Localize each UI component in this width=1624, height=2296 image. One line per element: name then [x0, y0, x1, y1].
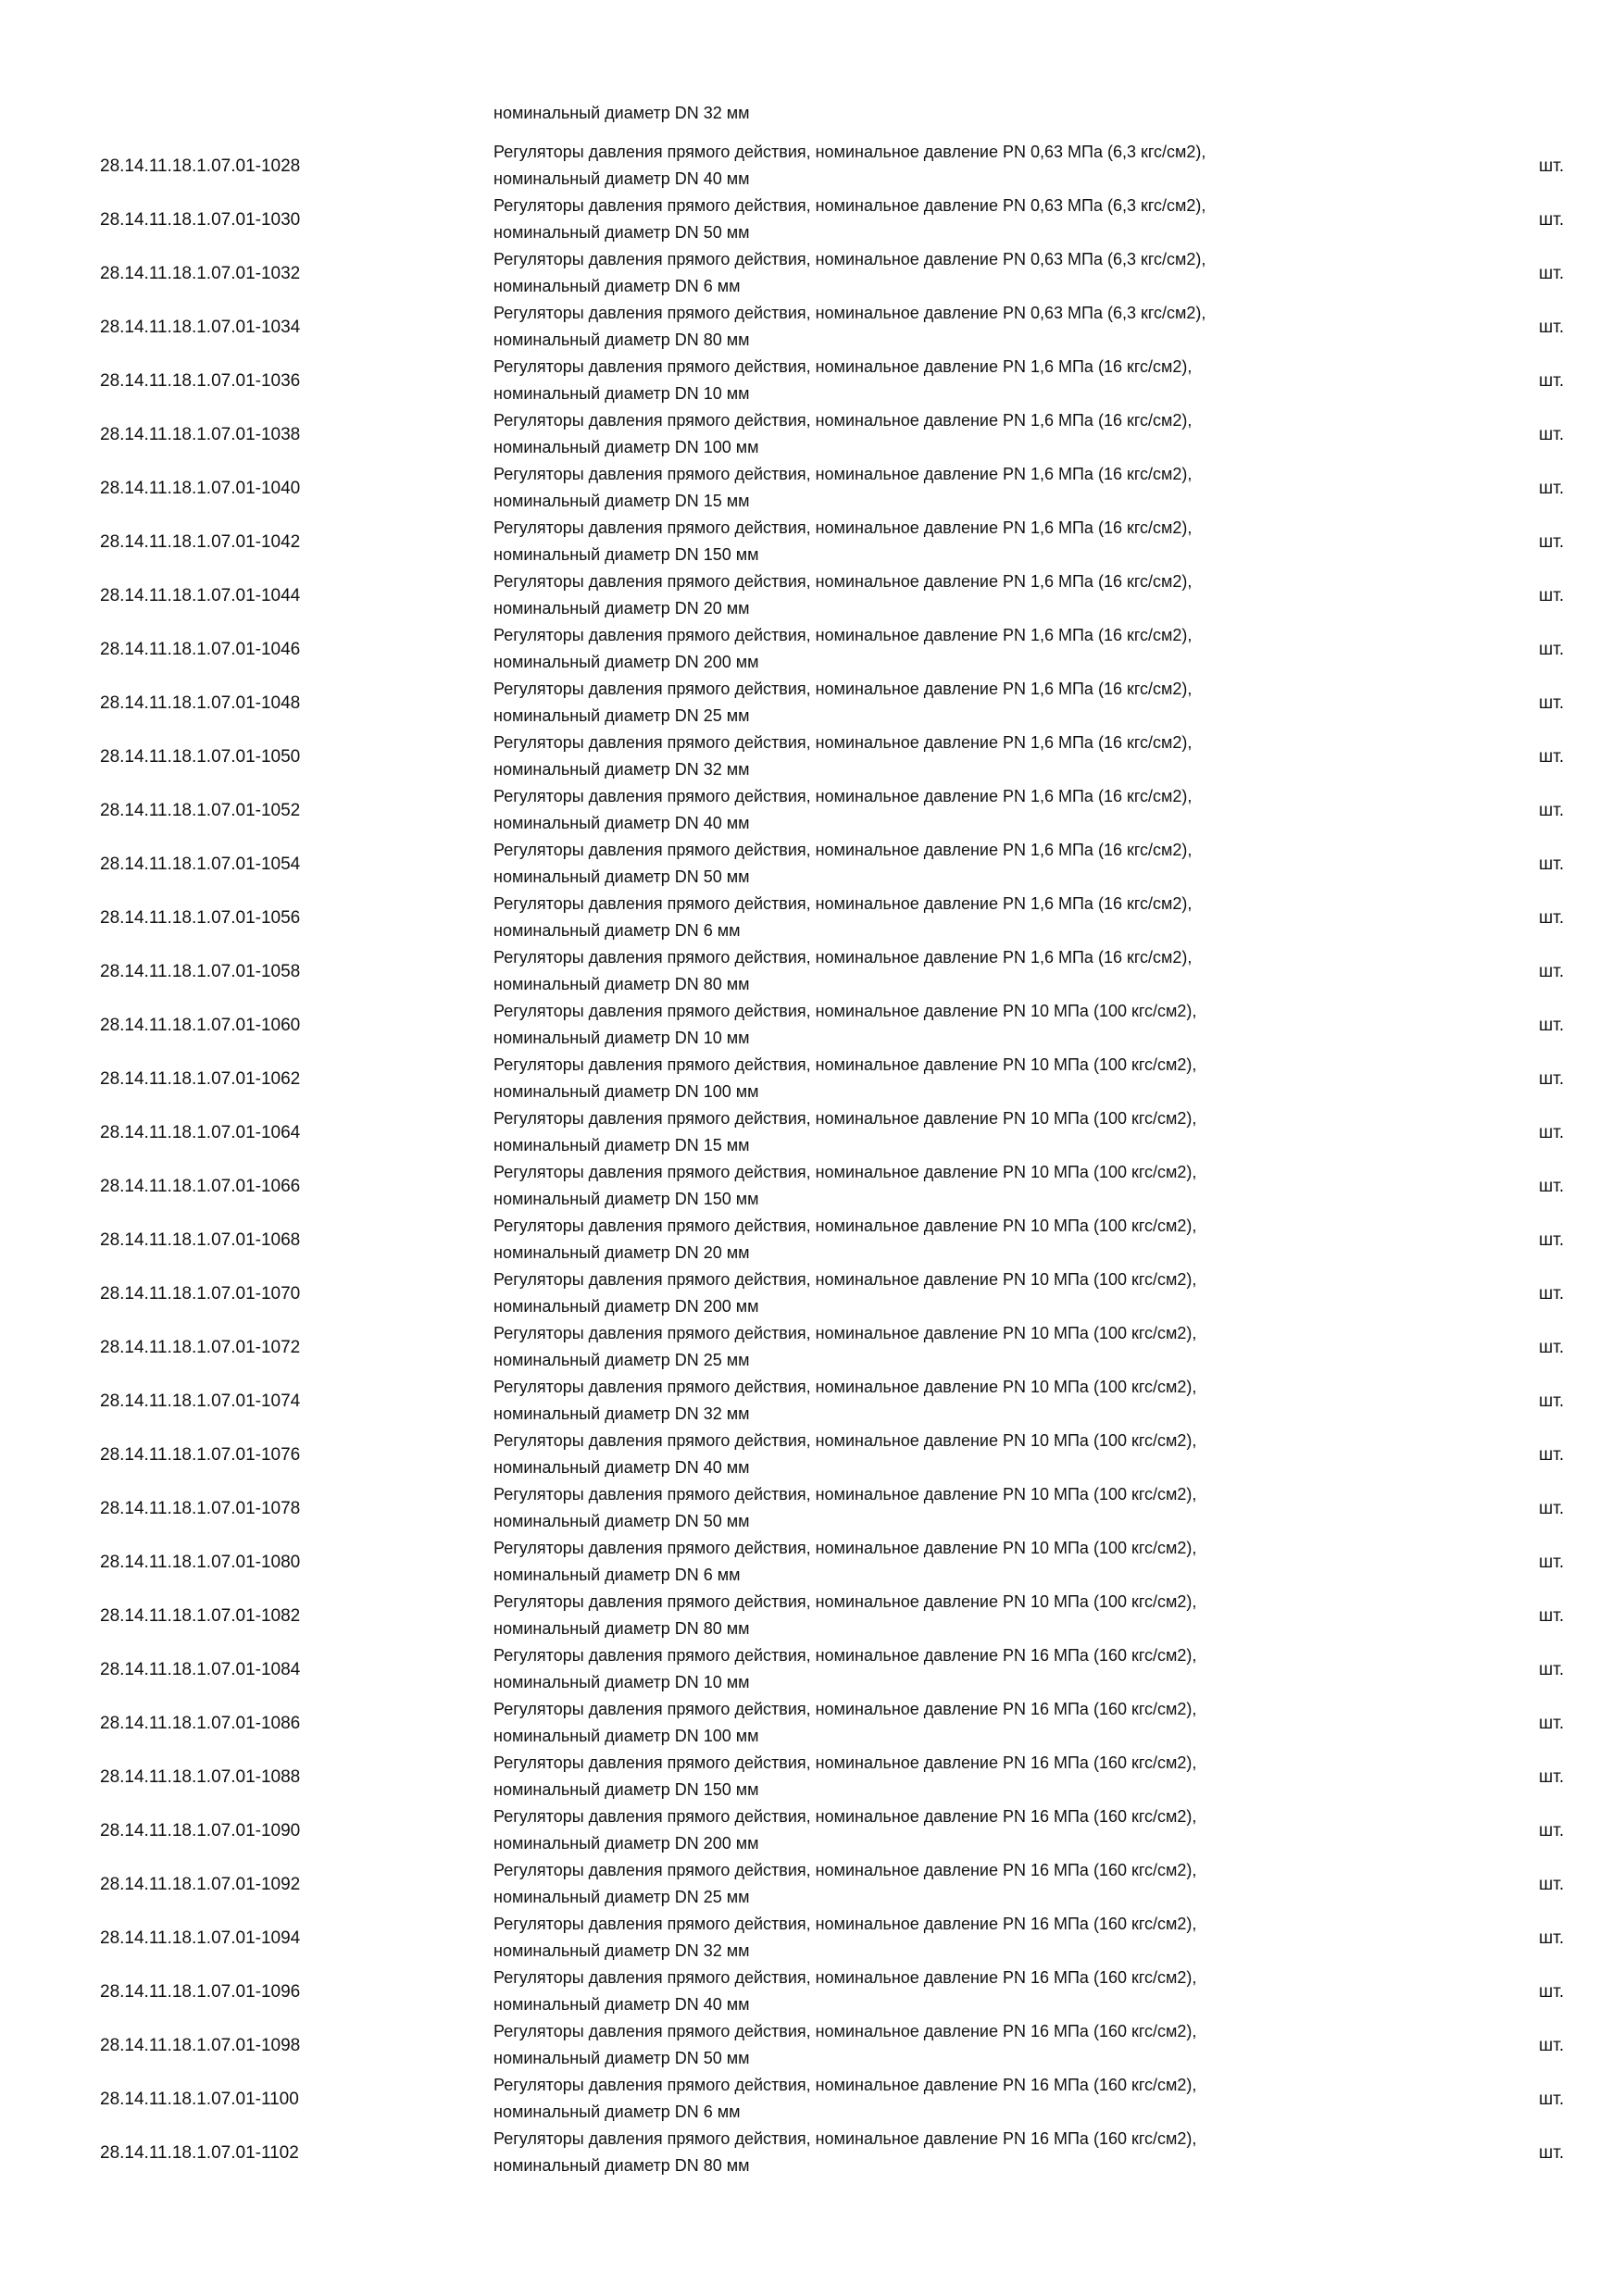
description-line-1: Регуляторы давления прямого действия, номинальное давление PN 16 МПа (160 кгс/см2),: [493, 2076, 1197, 2094]
resource-code: 28.14.11.18.1.07.01-1088: [100, 1767, 301, 1787]
description-line-2: номинальный диаметр DN 20 мм: [493, 599, 750, 618]
resource-description: [493, 1965, 1419, 2018]
resource-code: 28.14.11.18.1.07.01-1094: [100, 1928, 301, 1948]
table-row: [0, 1911, 1624, 1965]
table-row: [0, 1803, 1624, 1857]
table-row: [0, 1105, 1624, 1159]
description-line-2: номинальный диаметр DN 15 мм: [493, 1136, 750, 1154]
description-line-2: номинальный диаметр DN 150 мм: [493, 1780, 759, 1799]
description-line-2: номинальный диаметр DN 50 мм: [493, 867, 750, 886]
resource-description: [493, 1535, 1419, 1589]
resource-description: [493, 891, 1419, 944]
unit-of-measure: шт.: [1539, 1123, 1565, 1142]
resource-code: 28.14.11.18.1.07.01-1076: [100, 1445, 301, 1465]
unit-of-measure: шт.: [1539, 1875, 1565, 1894]
unit-of-measure: шт.: [1539, 1821, 1565, 1841]
description-line-1: Регуляторы давления прямого действия, номинальное давление PN 10 МПа (100 кгс/см2),: [493, 1485, 1197, 1504]
unit-of-measure: шт.: [1539, 693, 1565, 713]
resource-description: [493, 1159, 1419, 1213]
unit-of-measure: шт.: [1539, 1714, 1565, 1733]
description-line-1: Регуляторы давления прямого действия, номинальное давление PN 10 МПа (100 кгс/см2),: [493, 1055, 1197, 1074]
resource-description: [493, 246, 1419, 300]
description-line-2: номинальный диаметр DN 80 мм: [493, 1619, 750, 1638]
resource-description: [493, 730, 1419, 783]
description-line-1: Регуляторы давления прямого действия, номинальное давление PN 16 МПа (160 кгс/см2),: [493, 1915, 1197, 1933]
unit-of-measure: шт.: [1539, 532, 1565, 552]
table-row: [0, 837, 1624, 891]
description-line-1: Регуляторы давления прямого действия, номинальное давление PN 10 МПа (100 кгс/см2),: [493, 1163, 1197, 1181]
resource-code: 28.14.11.18.1.07.01-1096: [100, 1982, 301, 2002]
price-list-table: [0, 139, 1624, 2179]
table-row: [0, 676, 1624, 730]
resource-description: [493, 2126, 1419, 2179]
table-row: [0, 998, 1624, 1052]
resource-code: 28.14.11.18.1.07.01-1048: [100, 693, 301, 713]
table-row: [0, 1213, 1624, 1267]
description-line-1: Регуляторы давления прямого действия, номинальное давление PN 16 МПа (160 кгс/см2),: [493, 1646, 1197, 1665]
description-line-2: номинальный диаметр DN 200 мм: [493, 653, 759, 671]
resource-description: [493, 193, 1419, 246]
description-line-1: Регуляторы давления прямого действия, номинальное давление PN 10 МПа (100 кгс/см2),: [493, 1592, 1197, 1611]
resource-description: [493, 783, 1419, 837]
description-line-1: Регуляторы давления прямого действия, номинальное давление PN 10 МПа (100 кгс/см2),: [493, 1378, 1197, 1396]
resource-code: 28.14.11.18.1.07.01-1070: [100, 1284, 301, 1304]
unit-of-measure: шт.: [1539, 2143, 1565, 2163]
description-line-2: номинальный диаметр DN 25 мм: [493, 706, 750, 725]
table-row: [0, 1857, 1624, 1911]
resource-code: 28.14.11.18.1.07.01-1090: [100, 1821, 301, 1841]
resource-description: [493, 568, 1419, 622]
unit-of-measure: шт.: [1539, 1660, 1565, 1679]
description-line-1: Регуляторы давления прямого действия, номинальное давление PN 10 МПа (100 кгс/см2),: [493, 1109, 1197, 1128]
description-line-1: Регуляторы давления прямого действия, номинальное давление PN 0,63 МПа (6,3 кгс/см2),: [493, 143, 1206, 161]
resource-code: 28.14.11.18.1.07.01-1034: [100, 318, 301, 337]
table-row: [0, 193, 1624, 246]
resource-code: 28.14.11.18.1.07.01-1062: [100, 1069, 301, 1089]
resource-description: [493, 515, 1419, 568]
table-row: [0, 461, 1624, 515]
description-line-2: номинальный диаметр DN 40 мм: [493, 1995, 750, 2014]
description-line-2: номинальный диаметр DN 50 мм: [493, 223, 750, 242]
description-line-1: Регуляторы давления прямого действия, номинальное давление PN 1,6 МПа (16 кгс/см2),: [493, 572, 1193, 591]
description-line-2: номинальный диаметр DN 6 мм: [493, 921, 741, 940]
resource-code: 28.14.11.18.1.07.01-1068: [100, 1230, 301, 1250]
unit-of-measure: шт.: [1539, 1499, 1565, 1518]
unit-of-measure: шт.: [1539, 1982, 1565, 2002]
table-row: [0, 515, 1624, 568]
description-line-1: Регуляторы давления прямого действия, номинальное давление PN 16 МПа (160 кгс/см2),: [493, 1700, 1197, 1718]
resource-description: [493, 1320, 1419, 1374]
resource-code: 28.14.11.18.1.07.01-1054: [100, 855, 301, 874]
resource-code: 28.14.11.18.1.07.01-1046: [100, 640, 301, 659]
table-row: [0, 1052, 1624, 1105]
table-row: [0, 944, 1624, 998]
description-line-2: номинальный диаметр DN 40 мм: [493, 169, 750, 188]
description-line-2: номинальный диаметр DN 20 мм: [493, 1243, 750, 1262]
resource-code: 28.14.11.18.1.07.01-1078: [100, 1499, 301, 1518]
description-line-2: номинальный диаметр DN 200 мм: [493, 1297, 759, 1316]
description-line-1: Регуляторы давления прямого действия, номинальное давление PN 1,6 МПа (16 кгс/см2),: [493, 733, 1193, 752]
unit-of-measure: шт.: [1539, 210, 1565, 230]
description-line-2: номинальный диаметр DN 25 мм: [493, 1351, 750, 1369]
description-line-2: номинальный диаметр DN 80 мм: [493, 975, 750, 993]
table-row: [0, 139, 1624, 193]
resource-code: 28.14.11.18.1.07.01-1082: [100, 1606, 301, 1626]
resource-description: [493, 622, 1419, 676]
unit-of-measure: шт.: [1539, 747, 1565, 767]
table-row: [0, 1267, 1624, 1320]
resource-description: [493, 1428, 1419, 1481]
unit-of-measure: шт.: [1539, 586, 1565, 605]
unit-of-measure: шт.: [1539, 425, 1565, 444]
description-line-1: Регуляторы давления прямого действия, номинальное давление PN 0,63 МПа (6,3 кгс/см2),: [493, 196, 1206, 215]
unit-of-measure: шт.: [1539, 1391, 1565, 1411]
description-line-1: Регуляторы давления прямого действия, номинальное давление PN 1,6 МПа (16 кгс/см2),: [493, 680, 1193, 698]
description-line-2: номинальный диаметр DN 150 мм: [493, 1190, 759, 1208]
resource-description: [493, 1105, 1419, 1159]
description-line-2: номинальный диаметр DN 150 мм: [493, 545, 759, 564]
unit-of-measure: шт.: [1539, 1338, 1565, 1357]
resource-description: [493, 1750, 1419, 1803]
resource-description: [493, 998, 1419, 1052]
description-line-2: номинальный диаметр DN 100 мм: [493, 1082, 759, 1101]
table-row: [0, 1535, 1624, 1589]
table-row: [0, 1642, 1624, 1696]
unit-of-measure: шт.: [1539, 855, 1565, 874]
unit-of-measure: шт.: [1539, 264, 1565, 283]
table-row: [0, 407, 1624, 461]
resource-code: 28.14.11.18.1.07.01-1052: [100, 801, 301, 820]
description-line-1: Регуляторы давления прямого действия, номинальное давление PN 1,6 МПа (16 кгс/см2),: [493, 465, 1193, 483]
resource-code: 28.14.11.18.1.07.01-1056: [100, 908, 301, 928]
resource-description: [493, 2072, 1419, 2126]
resource-code: 28.14.11.18.1.07.01-1028: [100, 156, 301, 176]
table-row: [0, 1696, 1624, 1750]
description-line-2: номинальный диаметр DN 6 мм: [493, 1566, 741, 1584]
resource-code: 28.14.11.18.1.07.01-1060: [100, 1016, 301, 1035]
description-line-1: Регуляторы давления прямого действия, номинальное давление PN 1,6 МПа (16 кгс/см2),: [493, 518, 1193, 537]
unit-of-measure: шт.: [1539, 1928, 1565, 1948]
table-row: [0, 300, 1624, 354]
description-line-1: Регуляторы давления прямого действия, номинальное давление PN 1,6 МПа (16 кгс/см2),: [493, 787, 1193, 805]
description-line-2: номинальный диаметр DN 10 мм: [493, 384, 750, 403]
description-line-1: Регуляторы давления прямого действия, номинальное давление PN 1,6 МПа (16 кгс/см2),: [493, 894, 1193, 913]
description-line-2: номинальный диаметр DN 25 мм: [493, 1888, 750, 1906]
resource-code: 28.14.11.18.1.07.01-1050: [100, 747, 301, 767]
resource-code: 28.14.11.18.1.07.01-1036: [100, 371, 301, 391]
description-line-2: номинальный диаметр DN 15 мм: [493, 492, 750, 510]
description-line-1: Регуляторы давления прямого действия, номинальное давление PN 10 МПа (100 кгс/см2),: [493, 1002, 1197, 1020]
unit-of-measure: шт.: [1539, 318, 1565, 337]
description-line-1: Регуляторы давления прямого действия, номинальное давление PN 10 МПа (100 кгс/см2),: [493, 1431, 1197, 1450]
table-row: [0, 622, 1624, 676]
description-line-2: номинальный диаметр DN 50 мм: [493, 2049, 750, 2067]
table-row: [0, 568, 1624, 622]
resource-description: [493, 944, 1419, 998]
description-line-1: Регуляторы давления прямого действия, номинальное давление PN 1,6 МПа (16 кгс/см2),: [493, 411, 1193, 430]
table-row: [0, 2072, 1624, 2126]
description-line-1: Регуляторы давления прямого действия, номинальное давление PN 10 МПа (100 кгс/см2),: [493, 1539, 1197, 1557]
description-line-1: Регуляторы давления прямого действия, номинальное давление PN 10 МПа (100 кгс/см2),: [493, 1270, 1197, 1289]
resource-description: [493, 1696, 1419, 1750]
unit-of-measure: шт.: [1539, 1606, 1565, 1626]
description-line-2: номинальный диаметр DN 32 мм: [493, 1404, 750, 1423]
unit-of-measure: шт.: [1539, 962, 1565, 981]
description-line-1: Регуляторы давления прямого действия, номинальное давление PN 0,63 МПа (6,3 кгс/см2),: [493, 250, 1206, 268]
table-row: [0, 246, 1624, 300]
description-line-2: номинальный диаметр DN 100 мм: [493, 438, 759, 456]
unit-of-measure: шт.: [1539, 1177, 1565, 1196]
resource-description: [493, 1803, 1419, 1857]
table-row: [0, 2018, 1624, 2072]
resource-description: [493, 1267, 1419, 1320]
resource-code: 28.14.11.18.1.07.01-1092: [100, 1875, 301, 1894]
description-line-1: Регуляторы давления прямого действия, номинальное давление PN 16 МПа (160 кгс/см2),: [493, 2129, 1197, 2148]
description-line-1: Регуляторы давления прямого действия, номинальное давление PN 10 МПа (100 кгс/см2),: [493, 1217, 1197, 1235]
resource-code: 28.14.11.18.1.07.01-1084: [100, 1660, 301, 1679]
table-row: [0, 730, 1624, 783]
resource-code: 28.14.11.18.1.07.01-1100: [100, 2090, 299, 2109]
description-line-2: номинальный диаметр DN 32 мм: [493, 1941, 750, 1960]
description-line-2: номинальный диаметр DN 100 мм: [493, 1727, 759, 1745]
table-row: [0, 1481, 1624, 1535]
resource-description: [493, 1213, 1419, 1267]
table-row: [0, 1965, 1624, 2018]
resource-code: 28.14.11.18.1.07.01-1040: [100, 479, 301, 498]
description-line-1: Регуляторы давления прямого действия, номинальное давление PN 16 МПа (160 кгс/см2),: [493, 1753, 1197, 1772]
unit-of-measure: шт.: [1539, 801, 1565, 820]
description-line-1: Регуляторы давления прямого действия, номинальное давление PN 1,6 МПа (16 кгс/см2),: [493, 626, 1193, 644]
table-row: [0, 783, 1624, 837]
description-line-2: номинальный диаметр DN 40 мм: [493, 1458, 750, 1477]
resource-description: [493, 354, 1419, 407]
unit-of-measure: шт.: [1539, 479, 1565, 498]
unit-of-measure: шт.: [1539, 1767, 1565, 1787]
resource-code: 28.14.11.18.1.07.01-1030: [100, 210, 301, 230]
description-line-2: номинальный диаметр DN 80 мм: [493, 2156, 750, 2175]
resource-code: 28.14.11.18.1.07.01-1032: [100, 264, 301, 283]
resource-description: [493, 837, 1419, 891]
resource-description: [493, 676, 1419, 730]
description-line-2: номинальный диаметр DN 200 мм: [493, 1834, 759, 1853]
table-row: [0, 354, 1624, 407]
resource-code: 28.14.11.18.1.07.01-1038: [100, 425, 301, 444]
description-line-2: номинальный диаметр DN 80 мм: [493, 331, 750, 349]
unit-of-measure: шт.: [1539, 2036, 1565, 2055]
table-row: [0, 1428, 1624, 1481]
unit-of-measure: шт.: [1539, 1284, 1565, 1304]
table-row: [0, 1320, 1624, 1374]
resource-code: 28.14.11.18.1.07.01-1066: [100, 1177, 301, 1196]
resource-description: [493, 300, 1419, 354]
resource-code: 28.14.11.18.1.07.01-1042: [100, 532, 301, 552]
unit-of-measure: шт.: [1539, 908, 1565, 928]
table-row: [0, 1159, 1624, 1213]
resource-description: [493, 2018, 1419, 2072]
description-line-1: Регуляторы давления прямого действия, номинальное давление PN 1,6 МПа (16 кгс/см2),: [493, 357, 1193, 376]
description-line-1: Регуляторы давления прямого действия, номинальное давление PN 16 МПа (160 кгс/см2),: [493, 1861, 1197, 1879]
resource-description: [493, 1911, 1419, 1965]
table-row: [0, 1589, 1624, 1642]
description-line-2: номинальный диаметр DN 32 мм: [493, 760, 750, 779]
carryover-description-line: номинальный диаметр DN 32 мм: [493, 104, 750, 122]
unit-of-measure: шт.: [1539, 156, 1565, 176]
resource-description: [493, 1374, 1419, 1428]
resource-code: 28.14.11.18.1.07.01-1074: [100, 1391, 301, 1411]
description-line-1: Регуляторы давления прямого действия, номинальное давление PN 0,63 МПа (6,3 кгс/см2),: [493, 304, 1206, 322]
unit-of-measure: шт.: [1539, 1069, 1565, 1089]
resource-code: 28.14.11.18.1.07.01-1080: [100, 1553, 301, 1572]
unit-of-measure: шт.: [1539, 1016, 1565, 1035]
description-line-2: номинальный диаметр DN 10 мм: [493, 1673, 750, 1691]
description-line-1: Регуляторы давления прямого действия, номинальное давление PN 16 МПа (160 кгс/см2),: [493, 2022, 1197, 2040]
unit-of-measure: шт.: [1539, 1445, 1565, 1465]
unit-of-measure: шт.: [1539, 1553, 1565, 1572]
description-line-2: номинальный диаметр DN 50 мм: [493, 1512, 750, 1530]
resource-description: [493, 1589, 1419, 1642]
resource-description: [493, 139, 1419, 193]
resource-description: [493, 1052, 1419, 1105]
resource-description: [493, 1642, 1419, 1696]
description-line-2: номинальный диаметр DN 6 мм: [493, 277, 741, 295]
unit-of-measure: шт.: [1539, 640, 1565, 659]
description-line-2: номинальный диаметр DN 40 мм: [493, 814, 750, 832]
description-line-1: Регуляторы давления прямого действия, номинальное давление PN 16 МПа (160 кгс/см2),: [493, 1968, 1197, 1987]
resource-code: 28.14.11.18.1.07.01-1098: [100, 2036, 301, 2055]
description-line-1: Регуляторы давления прямого действия, номинальное давление PN 10 МПа (100 кгс/см2),: [493, 1324, 1197, 1342]
description-line-1: Регуляторы давления прямого действия, номинальное давление PN 1,6 МПа (16 кгс/см2),: [493, 948, 1193, 967]
resource-description: [493, 1481, 1419, 1535]
resource-description: [493, 461, 1419, 515]
resource-code: 28.14.11.18.1.07.01-1064: [100, 1123, 301, 1142]
table-row: [0, 1750, 1624, 1803]
unit-of-measure: шт.: [1539, 371, 1565, 391]
resource-description: [493, 1857, 1419, 1911]
resource-code: 28.14.11.18.1.07.01-1044: [100, 586, 301, 605]
table-row: [0, 1374, 1624, 1428]
description-line-2: номинальный диаметр DN 10 мм: [493, 1029, 750, 1047]
description-line-1: Регуляторы давления прямого действия, номинальное давление PN 1,6 МПа (16 кгс/см2),: [493, 841, 1193, 859]
table-row: [0, 2126, 1624, 2179]
resource-description: [493, 407, 1419, 461]
description-line-2: номинальный диаметр DN 6 мм: [493, 2103, 741, 2121]
resource-code: 28.14.11.18.1.07.01-1072: [100, 1338, 301, 1357]
unit-of-measure: шт.: [1539, 2090, 1565, 2109]
resource-code: 28.14.11.18.1.07.01-1086: [100, 1714, 301, 1733]
resource-code: 28.14.11.18.1.07.01-1102: [100, 2143, 299, 2163]
resource-code: 28.14.11.18.1.07.01-1058: [100, 962, 301, 981]
unit-of-measure: шт.: [1539, 1230, 1565, 1250]
description-line-1: Регуляторы давления прямого действия, номинальное давление PN 16 МПа (160 кгс/см2),: [493, 1807, 1197, 1826]
table-row: [0, 891, 1624, 944]
